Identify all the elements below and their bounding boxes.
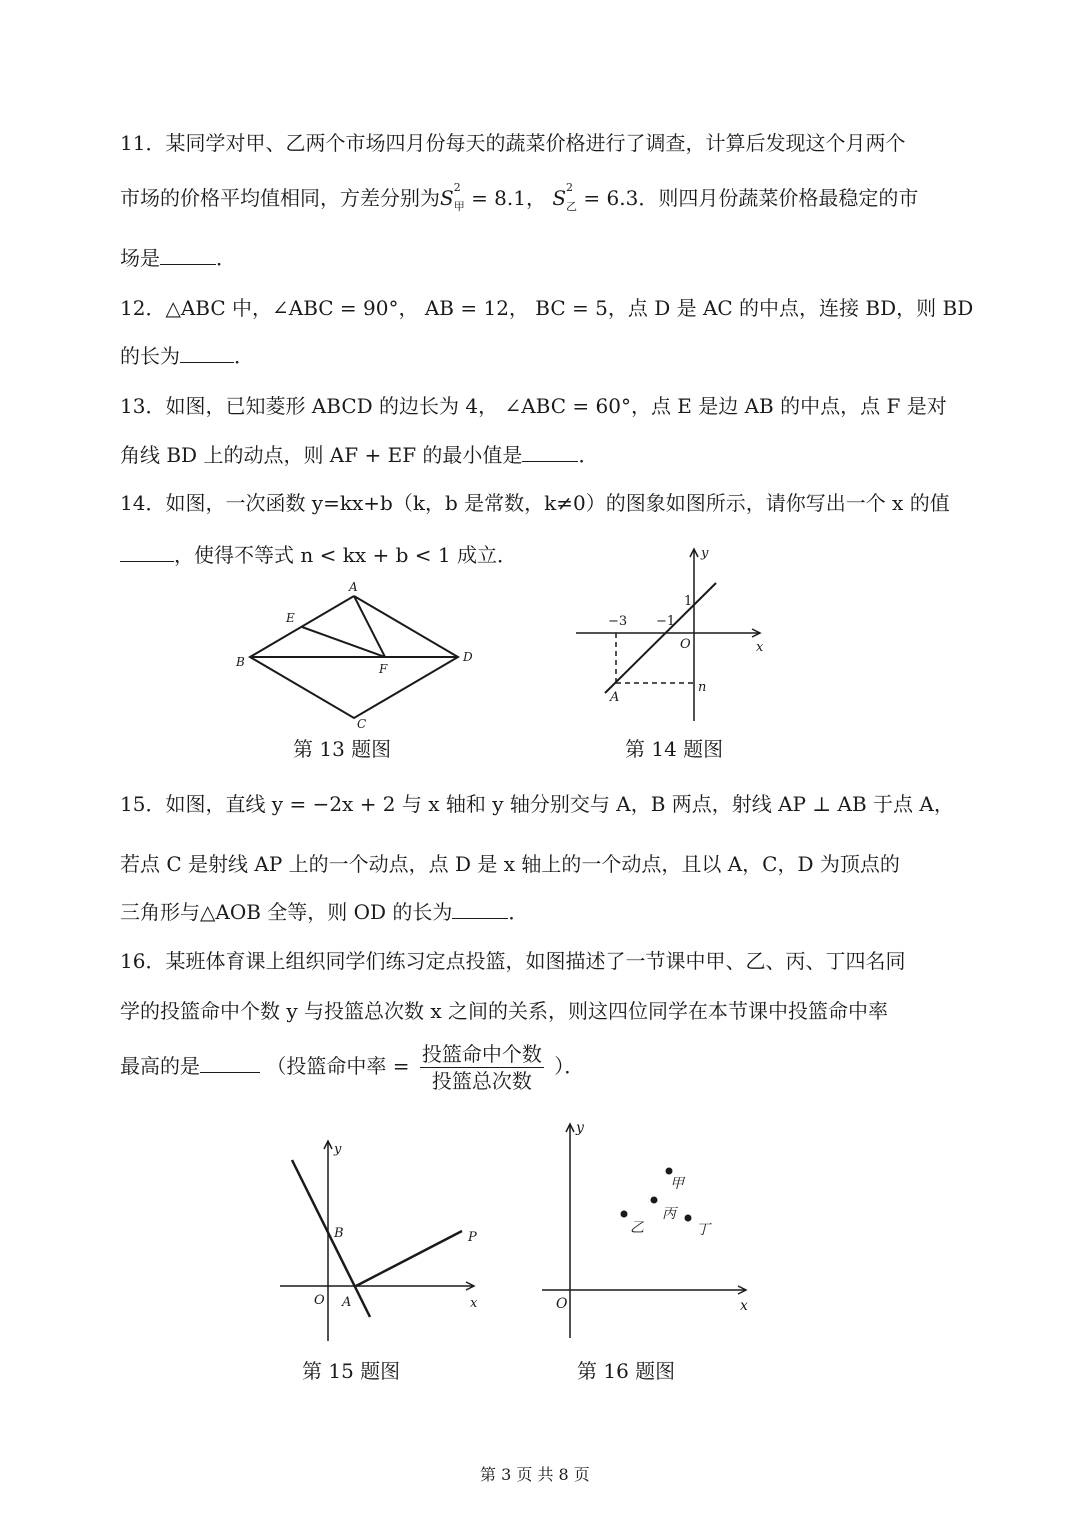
q11-line1: 11．某同学对甲、乙两个市场四月份每天的蔬菜价格进行了调查，计算后发现这个月两个 [120, 131, 906, 155]
point-bing [651, 1197, 658, 1204]
label-o: O [680, 637, 691, 652]
label-b: B [236, 655, 245, 669]
answer-blank[interactable] [160, 244, 216, 265]
answer-blank[interactable] [200, 1052, 260, 1073]
answer-blank[interactable] [522, 441, 578, 462]
q12-line2: 的长为 ． [120, 344, 254, 368]
answer-blank[interactable] [452, 898, 508, 919]
point-yi [621, 1211, 628, 1218]
q16-line2: 学的投篮命中个数 y 与投篮总次数 x 之间的关系，则这四位同学在本节课中投篮命中率 [120, 999, 889, 1023]
label-1: 1 [684, 594, 693, 609]
point-jia [666, 1168, 673, 1175]
q12-line1: 12．△ABC 中，∠ABC = 90°， AB = 12， BC = 5，点 D 是 AC 的中点，连接 BD，则 BD [120, 296, 974, 320]
label-ding: 丁 [696, 1222, 710, 1238]
label-p: P [468, 1230, 477, 1245]
label-neg1: −1 [656, 614, 676, 629]
label-c: C [357, 717, 367, 731]
label-y: y [701, 546, 709, 561]
fig13-caption: 第 13 题图 [293, 737, 392, 761]
label-y: y [576, 1120, 584, 1136]
point-ding [685, 1215, 692, 1222]
q11-line3: 场是 ． [120, 246, 236, 270]
label-yi: 乙 [630, 1220, 644, 1236]
answer-blank[interactable] [120, 541, 174, 562]
label-jia: 甲 [670, 1176, 684, 1192]
q13-line2: 角线 BD 上的动点，则 AF + EF 的最小值是 ． [120, 443, 599, 467]
label-x: x [740, 1298, 748, 1314]
label-x: x [470, 1296, 478, 1311]
label-a: A [610, 690, 620, 705]
answer-blank[interactable] [180, 342, 234, 363]
q11-line2: 市场的价格平均值相同，方差分别为S 2 $_甲$ = 8.1， S 2 $_乙$ = 6.3．则四月份蔬菜价格最稳定的市 [120, 181, 919, 213]
q14-line2: ，使得不等式 n < kx + b < 1 成立． [120, 541, 517, 569]
fig16-caption: 第 16 题图 [577, 1359, 676, 1383]
page-footer: 第 3 页 共 8 页 [480, 1465, 590, 1484]
figure-13-rhombus [230, 578, 490, 733]
q13-line1: 13．如图，已知菱形 ABCD 的边长为 4， ∠ABC = 60°，点 E 是边 AB 的中点，点 F 是对 [120, 394, 947, 418]
label-a: A [349, 580, 358, 594]
figure-14-graph [570, 543, 780, 723]
q15-line1: 15．如图，直线 y = −2x + 2 与 x 轴和 y 轴分别交与 A，B 两点，射线 AP ⊥ AB 于点 A， [120, 792, 954, 816]
label-e: E [286, 611, 295, 625]
q14-line1: 14．如图，一次函数 y=kx+b（k，b 是常数，k≠0）的图象如图所示，请你写出一个 x 的值 [120, 491, 950, 515]
q15-line2: 若点 C 是射线 AP 上的一个动点，点 D 是 x 轴上的一个动点，且以 A，C，D 为顶点的 [120, 852, 900, 876]
q16-line1: 16．某班体育课上组织同学们练习定点投篮，如图描述了一节课中甲、乙、丙、丁四名同 [120, 949, 906, 973]
label-y: y [334, 1142, 342, 1157]
figure-16-scatter [536, 1118, 756, 1343]
figure-15-graph [274, 1135, 494, 1345]
line-ab [292, 1160, 370, 1317]
q15-line3: 三角形与△AOB 全等，则 OD 的长为 ． [120, 900, 529, 924]
label-bing: 丙 [662, 1206, 676, 1222]
function-line [605, 583, 716, 693]
label-b: B [334, 1226, 344, 1241]
label-o: O [556, 1296, 568, 1312]
ray-ap [356, 1231, 462, 1286]
fig14-caption: 第 14 题图 [625, 737, 724, 761]
label-a: A [342, 1295, 352, 1310]
label-f: F [379, 662, 388, 676]
label-d: D [463, 650, 473, 664]
q16-line3: 最高的是 （投篮命中率 = $\frac{\text{投篮命中个数}}{\text{投篮总次数}}$ ）． [120, 1042, 585, 1093]
label-neg3: −3 [608, 614, 628, 629]
label-o: O [314, 1293, 325, 1308]
hit-rate-fraction: $\frac{\text{投篮命中个数}}{\text{投篮总次数}}$ [421, 1042, 542, 1093]
label-n: n [698, 680, 707, 695]
fig15-caption: 第 15 题图 [302, 1359, 401, 1383]
label-x: x [756, 640, 764, 655]
